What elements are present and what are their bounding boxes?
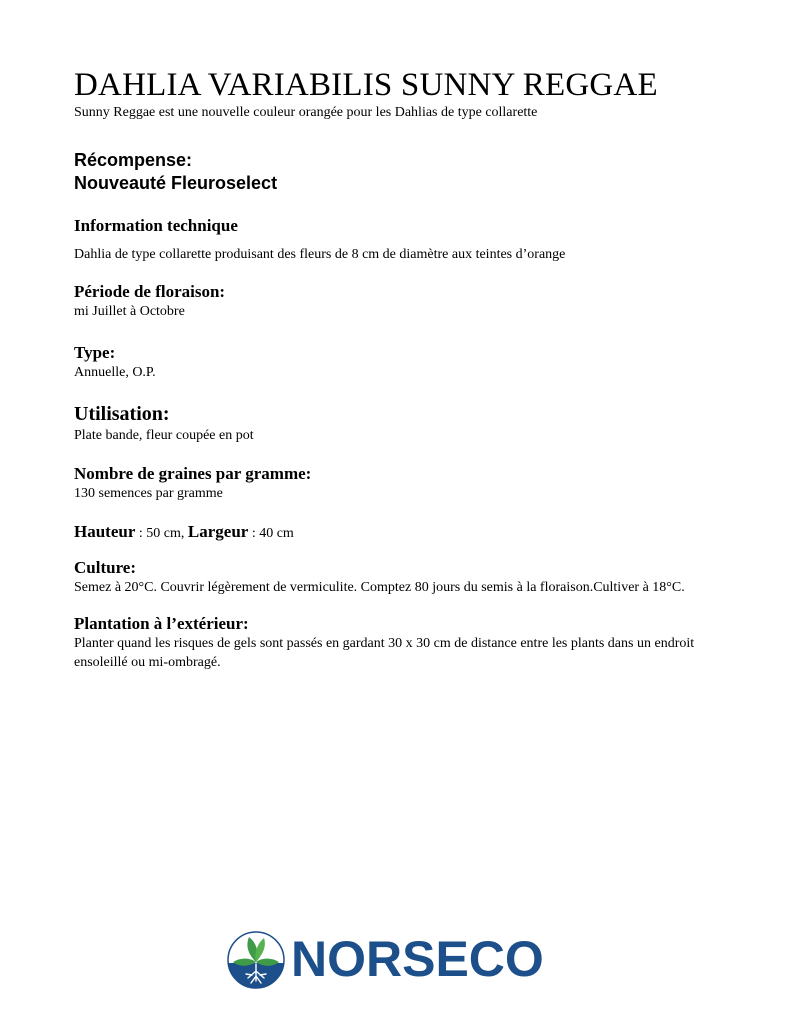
culture-section [74, 557, 734, 597]
technical-text: Dahlia de type collarette produisant des fleurs de 8 cm de diamètre aux teintes d’orange [74, 247, 566, 262]
bloom-text: mi Juillet à Octobre [74, 304, 185, 319]
seeds-heading: Nombre de graines par gramme: [74, 464, 312, 483]
leaf-globe-icon [227, 931, 285, 989]
norseco-logo [227, 929, 544, 991]
usage-text: Plate bande, fleur coupée en pot [74, 428, 254, 443]
award-section [74, 149, 734, 195]
height-value: : 50 cm, [135, 526, 188, 541]
outdoor-section [74, 613, 734, 672]
type-heading: Type: [74, 343, 116, 362]
product-subtitle: Sunny Reggae est une nouvelle couleur orangée pour les Dahlias de type collarette [74, 105, 538, 120]
seeds-text: 130 semences par gramme [74, 486, 223, 501]
bloom-heading: Période de floraison: [74, 282, 226, 301]
culture-heading: Culture: [74, 558, 137, 577]
dimensions-line [74, 522, 734, 543]
award-label: Récompense: [74, 150, 193, 170]
type-text: Annuelle, O.P. [74, 365, 156, 380]
width-value: : 40 cm [248, 526, 294, 541]
type-section [74, 342, 734, 382]
outdoor-text: Planter quand les risques de gels sont passés en gardant 30 x 30 cm de distance entre les plants dans un endroit ensoleillé ou mi-ombragé. [74, 636, 695, 670]
width-label: Largeur [187, 522, 249, 541]
technical-section [74, 215, 734, 264]
outdoor-heading: Plantation à l’extérieur: [74, 614, 249, 633]
award-value: Nouveauté Fleuroselect [74, 173, 278, 193]
seeds-section [74, 463, 734, 503]
usage-section [74, 402, 734, 445]
usage-heading: Utilisation: [74, 403, 170, 425]
norseco-wordmark: NORSECO [291, 931, 544, 987]
culture-text: Semez à 20°C. Couvrir légèrement de vermiculite. Comptez 80 jours du semis à la floraison.Cultiver à 18°C. [74, 580, 685, 595]
document-content [74, 66, 734, 672]
bloom-section [74, 281, 734, 321]
technical-heading: Information technique [74, 216, 238, 235]
product-title: DAHLIA VARIABILIS SUNNY REGGAE [74, 67, 658, 103]
height-label: Hauteur [74, 522, 136, 541]
